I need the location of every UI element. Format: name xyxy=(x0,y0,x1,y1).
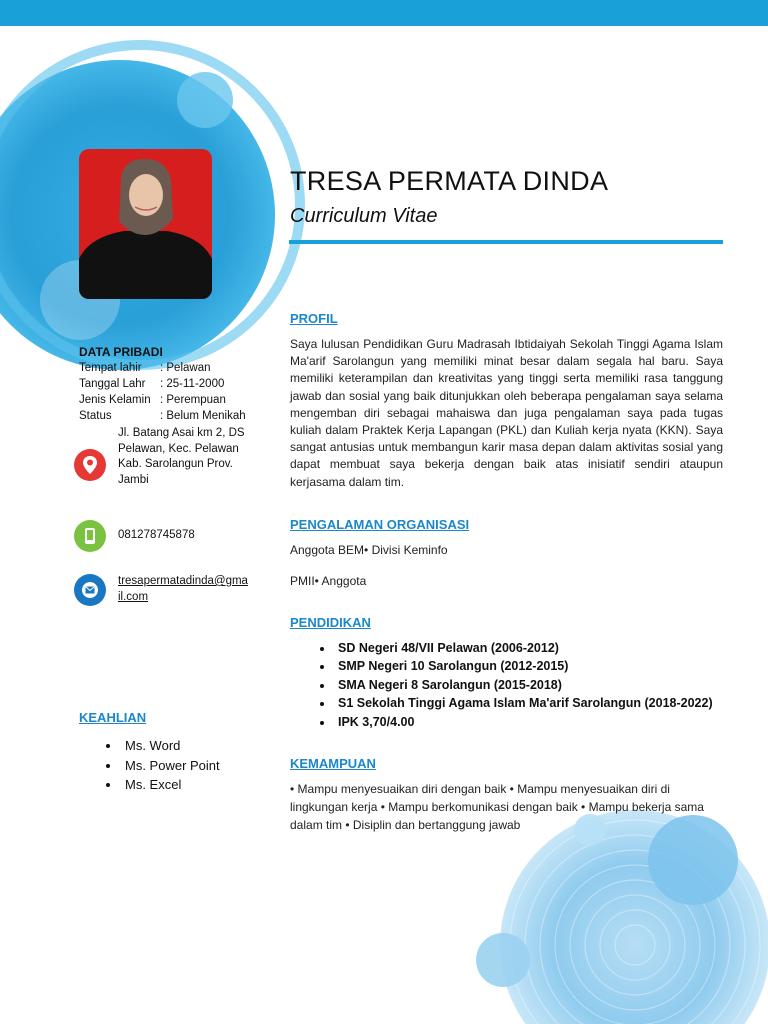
education-item: • SMP Negeri 10 Sarolangun (2012-2015) xyxy=(334,657,713,675)
phone-text[interactable]: 081278745878 xyxy=(118,529,195,541)
organization-item: PMII• Anggota xyxy=(290,574,367,588)
skill-item: • Ms. Excel xyxy=(121,775,220,795)
personal-row-birthdate xyxy=(79,378,224,390)
skills-heading: KEAHLIAN xyxy=(79,710,147,725)
personal-row-status xyxy=(79,410,246,422)
education-item: • SD Negeri 48/VII Pelawan (2006-2012) xyxy=(334,639,713,657)
profile-photo xyxy=(79,149,212,299)
personal-label: Jenis Kelamin xyxy=(79,394,151,406)
person-silhouette-icon xyxy=(79,149,212,299)
education-item: • SMA Negeri 8 Sarolangun (2015-2018) xyxy=(334,676,713,694)
organization-item: Anggota BEM• Divisi Keminfo xyxy=(290,543,448,557)
profile-text: Saya lulusan Pendidikan Guru Madrasah Ibtidaiyah Sekolah Tinggi Agama Islam Ma'arif Sarolangun yang memiliki minat besar dalam segala hal baru. Saya memiliki keterampilan dan kreativitas yang tinggi serta memiliki rasa tanggung jawab dan sosial yang baik ditunjukkan oleh beberapa pengalaman saya selama mengemban diri sebagai mahaiswa dan juga pengalaman saya pada tugas kuliah dalam Praktek Kerja Lapangan (PKL) dan Kuliah kerja nyata (KKN). Saya sangat antusias untuk membangun karir masa depan dalam aktivitas sosial yang dapat membuat saya bekerja dengan baik atas inisiatif sendiri ataupun kerjasama dalam tim. xyxy=(290,337,723,489)
organization-heading: PENGALAMAN ORGANISASI xyxy=(290,517,470,532)
personal-value: : Belum Menikah xyxy=(160,410,246,422)
abilities-text: • Mampu menyesuaikan diri dengan baik • Mampu menyesuaikan diri di lingkungan kerja • Mampu berkomunikasi dengan baik • Mampu bekerja sama dalam tim • Disiplin dan bertanggung jawab xyxy=(290,782,704,832)
document-subtitle: Curriculum Vitae xyxy=(290,205,438,227)
personal-row-gender xyxy=(79,394,226,406)
personal-value: : Pelawan xyxy=(160,362,211,374)
education-heading: PENDIDIKAN xyxy=(290,615,371,630)
location-pin-icon xyxy=(74,449,106,481)
phone-icon xyxy=(74,520,106,552)
education-item: • IPK 3,70/4.00 xyxy=(334,713,713,731)
personal-data-heading: DATA PRIBADI xyxy=(79,345,163,359)
personal-label: Status xyxy=(79,410,112,422)
education-item: • S1 Sekolah Tinggi Agama Islam Ma'arif Sarolangun (2018-2022) xyxy=(334,694,713,712)
skills-list xyxy=(103,736,220,795)
email-link[interactable]: tresapermatadinda@gmail.com xyxy=(118,575,248,603)
personal-value: : Perempuan xyxy=(160,394,226,406)
education-list xyxy=(316,639,713,731)
candidate-name: TRESA PERMATA DINDA xyxy=(290,166,609,196)
address-text: Jl. Batang Asai km 2, DS Pelawan, Kec. Pelawan Kab. Sarolangun Prov. Jambi xyxy=(118,427,245,486)
personal-value: : 25-11-2000 xyxy=(160,378,225,390)
personal-label: Tanggal Lahr xyxy=(79,378,146,390)
personal-label: Tempat lahir xyxy=(79,362,142,374)
profile-heading: PROFIL xyxy=(290,311,338,326)
title-divider xyxy=(289,240,723,244)
skill-item: • Ms. Power Point xyxy=(121,756,220,776)
abilities-heading: KEMAMPUAN xyxy=(290,756,376,771)
personal-row-birthplace xyxy=(79,362,211,374)
skill-item: • Ms. Word xyxy=(121,736,220,756)
email-icon xyxy=(74,574,106,606)
